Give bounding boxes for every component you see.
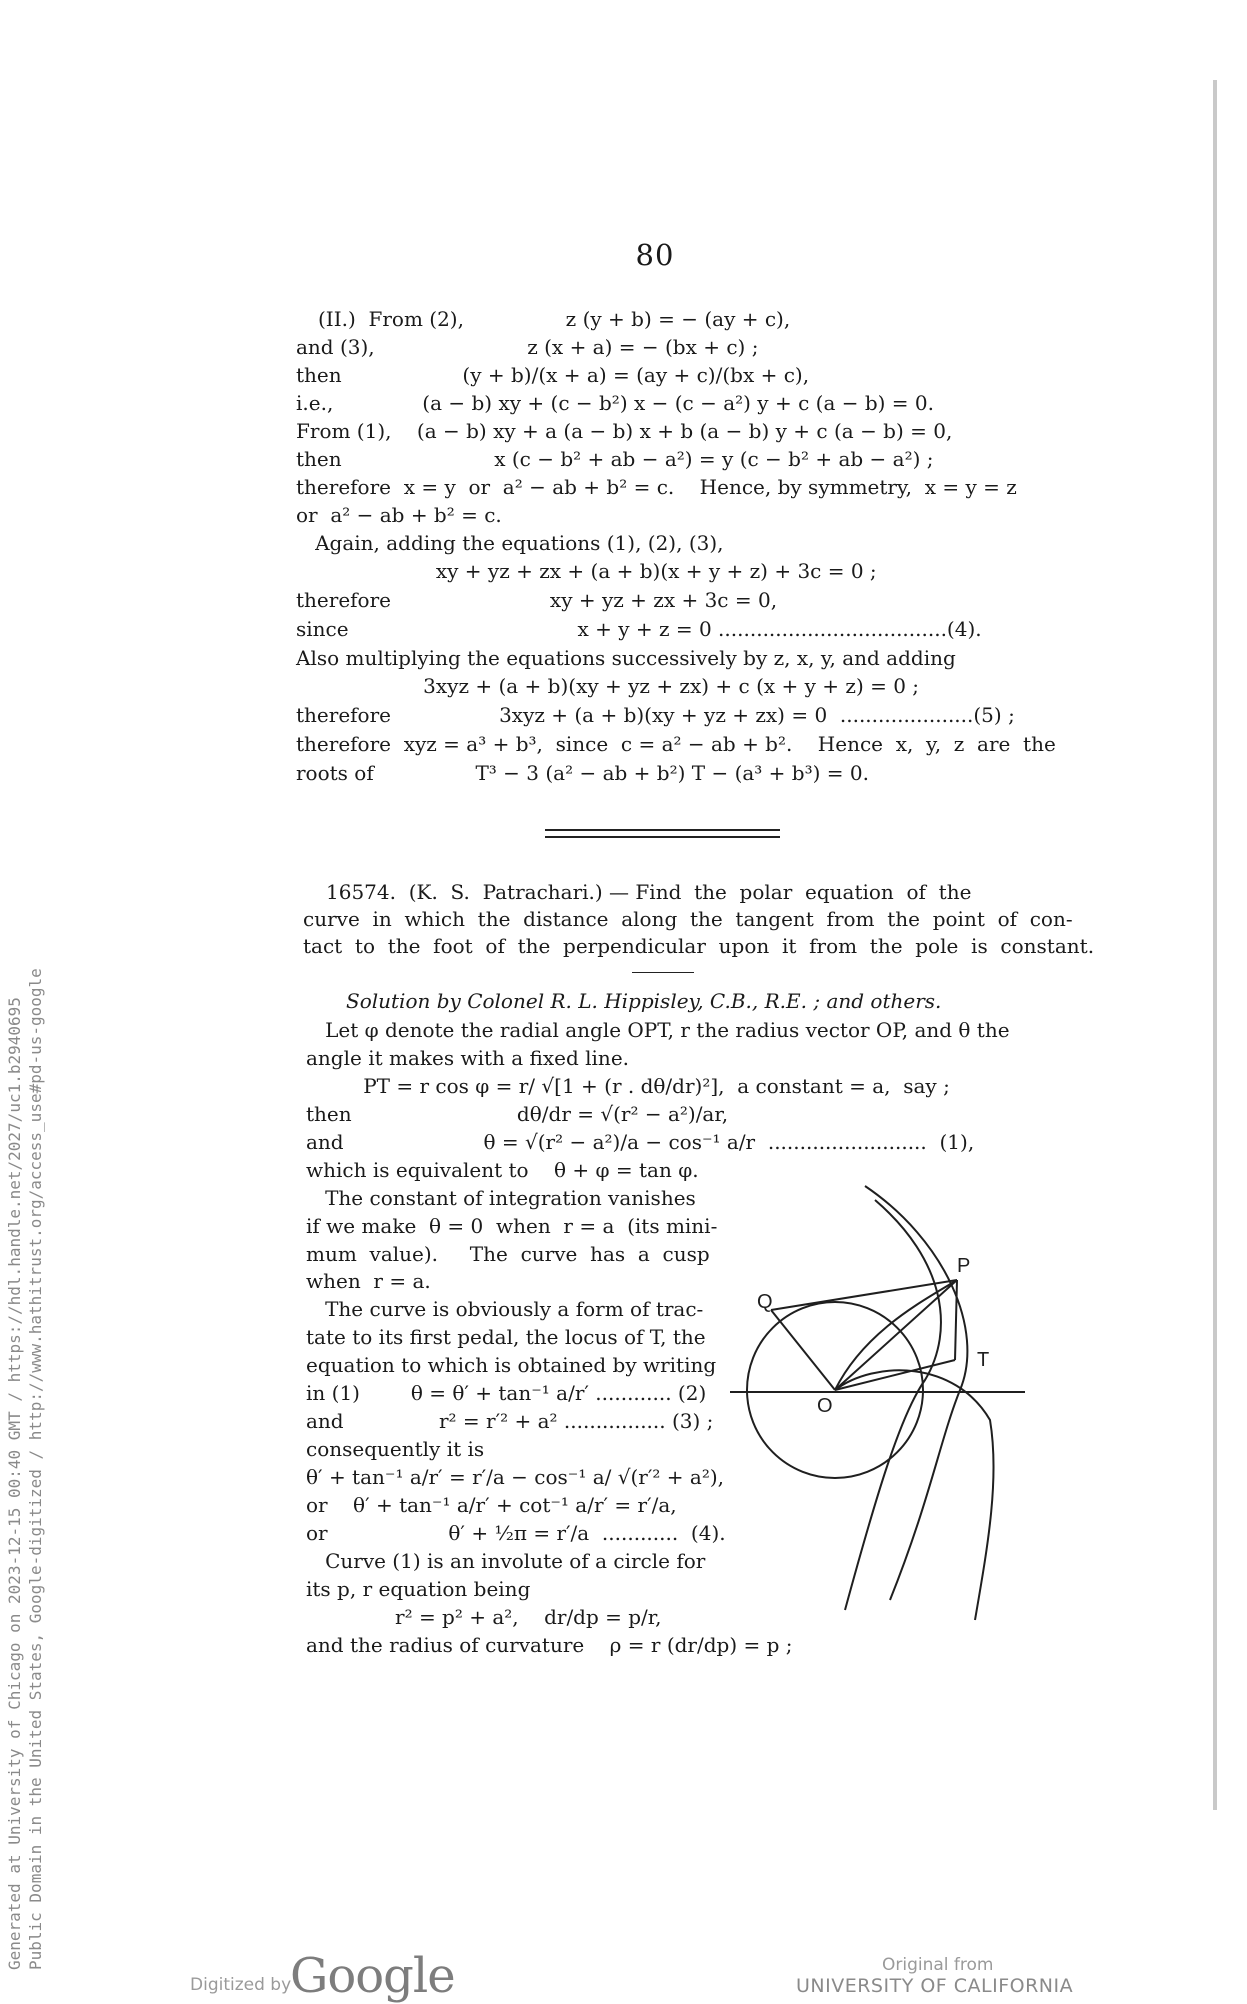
text-line: therefore xy + yz + zx + 3c = 0, xyxy=(296,588,778,612)
text-line: or θ′ + ½π = r′/a ............ (4). xyxy=(306,1521,726,1545)
text-line: 3xyz + (a + b)(xy + yz + zx) + c (x + y + z) = 0 ; xyxy=(296,674,920,698)
text-line: and (3), z (x + a) = − (bx + c) ; xyxy=(296,335,759,359)
line-qo xyxy=(771,1310,835,1390)
text-line: therefore xyz = a³ + b³, since c = a² − ab + b². Hence x, y, z are the xyxy=(296,732,1056,756)
google-logo: Google xyxy=(290,1948,455,2004)
text-line: which is equivalent to θ + φ = tan φ. xyxy=(306,1158,699,1182)
text-line: PT = r cos φ = r/ √[1 + (r . dθ/dr)²], a constant = a, say ; xyxy=(306,1074,950,1098)
text-line: From (1), (a − b) xy + a (a − b) x + b (a − b) y + c (a − b) = 0, xyxy=(296,419,953,443)
text-line: or a² − ab + b² = c. xyxy=(296,503,502,527)
text-line: therefore 3xyz + (a + b)(xy + yz + zx) = 0 .....................(5) ; xyxy=(296,703,1015,727)
text-line: Let φ denote the radial angle OPT, r the radius vector OP, and θ the xyxy=(306,1018,1010,1042)
text-line: its p, r equation being xyxy=(306,1577,531,1601)
text-line: and θ = √(r² − a²)/a − cos⁻¹ a/r ......................... (1), xyxy=(306,1130,975,1154)
text-line: tate to its first pedal, the locus of T, the xyxy=(306,1325,706,1349)
text-line: and the radius of curvature ρ = r (dr/dp) = p ; xyxy=(306,1633,793,1657)
text-line: i.e., (a − b) xy + (c − b²) x − (c − a²) y + c (a − b) = 0. xyxy=(296,391,934,415)
solution-heading: Solution by Colonel R. L. Hippisley, C.B., R.E. ; and others. xyxy=(346,989,942,1013)
side-stamp-line: Public Domain in the United States, Google-digitized / http://www.hathitrust.org/access_use#pd-us-google xyxy=(26,968,45,1970)
text-line: xy + yz + zx + (a + b)(x + y + z) + 3c = 0 ; xyxy=(296,559,877,583)
text-line: or θ′ + tan⁻¹ a/r′ + cot⁻¹ a/r′ = r′/a, xyxy=(306,1493,677,1517)
short-rule xyxy=(632,972,694,973)
text-line: in (1) θ = θ′ + tan⁻¹ a/r′ ............ (2) xyxy=(306,1381,707,1405)
problem-line: curve in which the distance along the tangent from the point of con- xyxy=(303,907,1073,931)
text-line: θ′ + tan⁻¹ a/r′ = r′/a − cos⁻¹ a/ √(r′² + a²), xyxy=(306,1465,724,1489)
text-line: roots of T³ − 3 (a² − ab + b²) T − (a³ + b³) = 0. xyxy=(296,761,869,785)
label-q: Q xyxy=(757,1291,773,1313)
footer-digitized-by: Digitized by xyxy=(190,1975,292,1995)
text-line: if we make θ = 0 when r = a (its mini- xyxy=(306,1214,718,1238)
page-edge xyxy=(1213,80,1217,1810)
label-t: T xyxy=(977,1349,990,1371)
text-line: (II.) From (2), z (y + b) = − (ay + c), xyxy=(318,307,791,331)
footer-original-from: Original from xyxy=(882,1955,994,1975)
text-line: angle it makes with a fixed line. xyxy=(306,1046,630,1070)
text-line: The constant of integration vanishes xyxy=(306,1186,696,1210)
text-line: Also multiplying the equations successively by z, x, y, and adding xyxy=(296,646,956,670)
text-line: Again, adding the equations (1), (2), (3), xyxy=(296,531,724,555)
text-line: and r² = r′² + a² ................ (3) ; xyxy=(306,1409,714,1433)
side-stamp-line: Generated at University of Chicago on 2023-12-15 00:40 GMT / https://hdl.handle.net/2027/uc1.b2940695 xyxy=(5,997,24,1970)
outer-right-curve xyxy=(835,1370,994,1620)
page-number: 80 xyxy=(635,238,675,272)
section-rule xyxy=(545,836,780,838)
text-line: then dθ/dr = √(r² − a²)/ar, xyxy=(306,1102,729,1126)
text-line: then (y + b)/(x + a) = (ay + c)/(bx + c), xyxy=(296,363,810,387)
text-line: The curve is obviously a form of trac- xyxy=(306,1297,704,1321)
text-line: then x (c − b² + ab − a²) = y (c − b² + ab − a²) ; xyxy=(296,447,934,471)
text-line: r² = p² + a², dr/dp = p/r, xyxy=(306,1605,662,1629)
side-stamp xyxy=(4,968,46,1970)
text-line: mum value). The curve has a cusp xyxy=(306,1242,710,1266)
problem-line: tact to the foot of the perpendicular upon it from the pole is constant. xyxy=(303,934,1095,958)
curve-figure xyxy=(725,1180,1030,1625)
text-line: therefore x = y or a² − ab + b² = c. Hence, by symmetry, x = y = z xyxy=(296,475,1017,499)
footer-university: UNIVERSITY OF CALIFORNIA xyxy=(796,1975,1074,1997)
pedal-curve xyxy=(845,1200,941,1610)
section-rule xyxy=(545,829,780,831)
text-line: when r = a. xyxy=(306,1269,431,1293)
text-line: Curve (1) is an involute of a circle for xyxy=(306,1549,706,1573)
text-line: since x + y + z = 0 ....................................(4). xyxy=(296,617,982,641)
label-p: P xyxy=(957,1255,971,1277)
problem-line: 16574. (K. S. Patrachari.) — Find the polar equation of the xyxy=(326,880,972,904)
label-o: O xyxy=(817,1395,833,1417)
text-line: consequently it is xyxy=(306,1437,485,1461)
text-line: equation to which is obtained by writing xyxy=(306,1353,717,1377)
